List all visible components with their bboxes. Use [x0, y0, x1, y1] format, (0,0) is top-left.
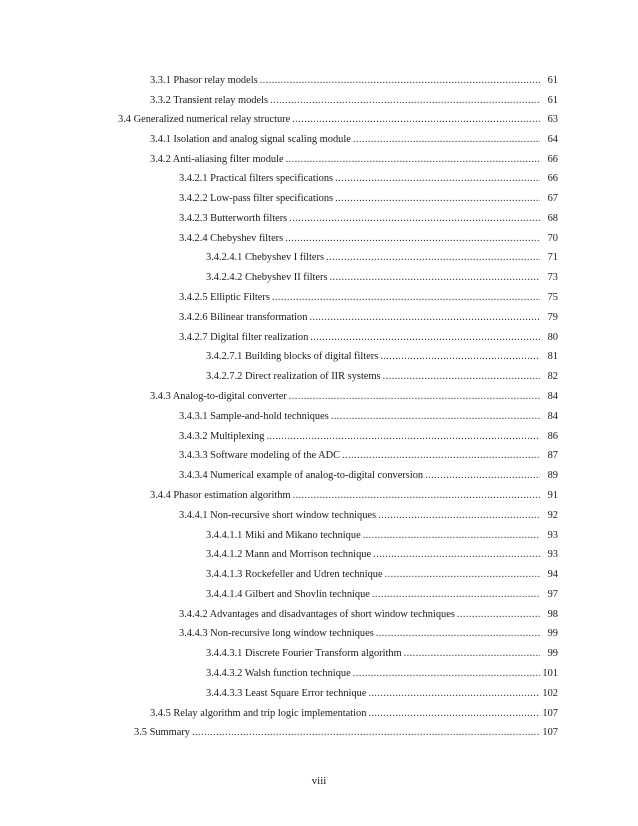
- dot-leader: [293, 488, 540, 504]
- toc-entry-title: 3.4.3.4 Numerical example of analog-to-digital conversion: [179, 470, 424, 481]
- toc-entry-page: 99: [547, 648, 558, 659]
- dot-leader: [289, 389, 540, 405]
- toc-entry: [179, 171, 558, 187]
- toc-entry-page: 61: [547, 75, 558, 86]
- toc-entry-title: 3.4.3.1 Sample-and-hold techniques: [179, 411, 329, 422]
- dot-leader: [363, 528, 540, 544]
- toc-entry: [179, 290, 558, 306]
- toc-entry-title: 3.4.2.1 Practical filters specifications: [179, 173, 334, 184]
- toc-entry-page: 68: [547, 213, 558, 224]
- toc-entry-title: 3.3.1 Phasor relay models: [150, 75, 258, 86]
- dot-leader: [373, 547, 540, 563]
- toc-entry-title: 3.4.3.3 Software modeling of the ADC: [179, 450, 341, 461]
- toc-entry-title: 3.4.2.4 Chebyshev filters: [179, 233, 284, 244]
- dot-leader: [372, 587, 540, 603]
- dot-leader: [326, 250, 540, 266]
- toc-entry-title: 3.4.2.5 Elliptic Filters: [179, 292, 270, 303]
- toc-entry-title: 3.4.2.7 Digital filter realization: [179, 332, 309, 343]
- toc-entry: [179, 429, 558, 445]
- toc-entry-title: 3.3.2 Transient relay models: [150, 95, 269, 106]
- dot-leader: [285, 231, 540, 247]
- dot-leader: [309, 310, 540, 326]
- toc-entry-page: 92: [547, 510, 558, 521]
- toc-entry-page: 61: [547, 95, 558, 106]
- toc-entry: [118, 112, 558, 128]
- toc-entry-page: 75: [547, 292, 558, 303]
- toc-entry: [179, 310, 558, 326]
- dot-leader: [457, 607, 540, 623]
- toc-entry-page: 67: [547, 193, 558, 204]
- dot-leader: [260, 73, 540, 89]
- toc-entry: [206, 666, 558, 682]
- toc-entry-page: 89: [547, 470, 558, 481]
- dot-leader: [266, 429, 540, 445]
- dot-leader: [368, 706, 540, 722]
- toc-entry: [179, 330, 558, 346]
- toc-entry: [179, 508, 558, 524]
- toc-entry-title: 3.4.4.3.1 Discrete Fourier Transform algorithm: [206, 648, 402, 659]
- dot-leader: [272, 290, 540, 306]
- toc-entry-title: 3.4.2.3 Butterworth filters: [179, 213, 288, 224]
- toc-entry: [179, 626, 558, 642]
- toc-entry: [206, 567, 558, 583]
- toc-entry-title: 3.4.2.6 Bilinear transformation: [179, 312, 308, 323]
- page-number: viii: [311, 775, 327, 787]
- toc-entry-title: 3.4.2.7.1 Building blocks of digital filters: [206, 351, 379, 362]
- toc-entry-page: 91: [547, 490, 558, 501]
- toc-entry-title: 3.4.4.3.2 Walsh function technique: [206, 668, 351, 679]
- toc-entry-title: 3.4.4.1.4 Gilbert and Shovlin technique: [206, 589, 370, 600]
- dot-leader: [310, 330, 540, 346]
- toc-entry: [206, 646, 558, 662]
- toc-entry: [206, 587, 558, 603]
- toc-entry-page: 84: [547, 391, 558, 402]
- dot-leader: [335, 191, 540, 207]
- toc-entry-page: 107: [542, 708, 558, 719]
- toc-entry: [134, 725, 558, 741]
- toc-entry-page: 99: [547, 628, 558, 639]
- toc-entry-page: 70: [547, 233, 558, 244]
- toc-entry: [150, 132, 558, 148]
- dot-leader: [368, 686, 540, 702]
- toc-entry: [206, 369, 558, 385]
- toc-entry-title: 3.4.4.1.2 Mann and Morrison technique: [206, 549, 372, 560]
- dot-leader: [378, 508, 540, 524]
- dot-leader: [330, 270, 541, 286]
- dot-leader: [292, 112, 540, 128]
- toc-entry-page: 93: [547, 549, 558, 560]
- dot-leader: [331, 409, 540, 425]
- toc-entry-title: 3.4.4.3.3 Least Square Error technique: [206, 688, 367, 699]
- toc-entry-title: 3.4.4.1.1 Miki and Mikano technique: [206, 530, 361, 541]
- toc-entry-page: 81: [547, 351, 558, 362]
- toc-entry-page: 71: [547, 252, 558, 263]
- dot-leader: [286, 152, 540, 168]
- toc-entry: [206, 547, 558, 563]
- toc-entry-page: 80: [547, 332, 558, 343]
- toc-entry-page: 86: [547, 431, 558, 442]
- toc-entry-page: 64: [547, 134, 558, 145]
- toc-entry: [150, 488, 558, 504]
- toc-entry-title: 3.4.2.4.2 Chebyshev II filters: [206, 272, 328, 283]
- dot-leader: [380, 349, 540, 365]
- toc-entry: [150, 93, 558, 109]
- dot-leader: [353, 132, 540, 148]
- dot-leader: [270, 93, 540, 109]
- toc-entry-page: 66: [547, 173, 558, 184]
- toc-entry-title: 3.4.3 Analog-to-digital converter: [150, 391, 287, 402]
- toc-entry-page: 79: [547, 312, 558, 323]
- toc-entry-title: 3.4.2.7.2 Direct realization of IIR systems: [206, 371, 381, 382]
- toc-entry: [179, 191, 558, 207]
- toc-entry-page: 102: [542, 688, 558, 699]
- toc-entry: [179, 607, 558, 623]
- toc-entry: [179, 409, 558, 425]
- toc-entry-title: 3.4.3.2 Multiplexing: [179, 431, 265, 442]
- toc-entry: [206, 349, 558, 365]
- toc-entry-title: 3.4.4.1.3 Rockefeller and Udren technique: [206, 569, 383, 580]
- toc-entry-page: 87: [547, 450, 558, 461]
- dot-leader: [192, 725, 540, 741]
- dot-leader: [353, 666, 540, 682]
- dot-leader: [289, 211, 540, 227]
- toc-entry-title: 3.4.2.2 Low-pass filter specifications: [179, 193, 334, 204]
- dot-leader: [342, 448, 540, 464]
- dot-leader: [404, 646, 540, 662]
- toc-entry: [179, 468, 558, 484]
- dot-leader: [335, 171, 540, 187]
- toc-entry: [179, 448, 558, 464]
- toc-entry-title: 3.4.4 Phasor estimation algorithm: [150, 490, 291, 501]
- toc-entry-title: 3.4.2.4.1 Chebyshev I filters: [206, 252, 325, 263]
- toc-entry-title: 3.4 Generalized numerical relay structure: [118, 114, 291, 125]
- toc-entry: [179, 231, 558, 247]
- toc-entry-page: 94: [547, 569, 558, 580]
- toc-entry: [150, 389, 558, 405]
- toc-entry-page: 73: [547, 272, 558, 283]
- toc-entry-title: 3.4.4.3 Non-recursive long window techniques: [179, 628, 374, 639]
- toc-entry-title: 3.4.1 Isolation and analog signal scaling module: [150, 134, 351, 145]
- dot-leader: [385, 567, 540, 583]
- dot-leader: [383, 369, 540, 385]
- toc-entry: [206, 270, 558, 286]
- toc-entry-page: 82: [547, 371, 558, 382]
- toc-entry-page: 63: [547, 114, 558, 125]
- toc-entry-title: 3.4.2 Anti-aliasing filter module: [150, 154, 284, 165]
- toc-entry-page: 98: [547, 609, 558, 620]
- toc-entry-page: 101: [542, 668, 558, 679]
- toc-entry: [150, 706, 558, 722]
- toc-entry: [150, 73, 558, 89]
- dot-leader: [425, 468, 540, 484]
- toc-entry: [150, 152, 558, 168]
- toc-entry-page: 93: [547, 530, 558, 541]
- toc-entry: [206, 686, 558, 702]
- toc-entry-title: 3.5 Summary: [134, 727, 190, 738]
- toc-entry-title: 3.4.4.1 Non-recursive short window techniques: [179, 510, 377, 521]
- toc-entry-page: 84: [547, 411, 558, 422]
- toc-entry-page: 66: [547, 154, 558, 165]
- toc-entry: [206, 250, 558, 266]
- toc-entry-title: 3.4.4.2 Advantages and disadvantages of short window techniques: [179, 609, 455, 620]
- toc-entry-page: 97: [547, 589, 558, 600]
- toc-entry-page: 107: [542, 727, 558, 738]
- toc-entry: [179, 211, 558, 227]
- toc-entry: [206, 528, 558, 544]
- dot-leader: [376, 626, 540, 642]
- toc-entry-title: 3.4.5 Relay algorithm and trip logic implementation: [150, 708, 367, 719]
